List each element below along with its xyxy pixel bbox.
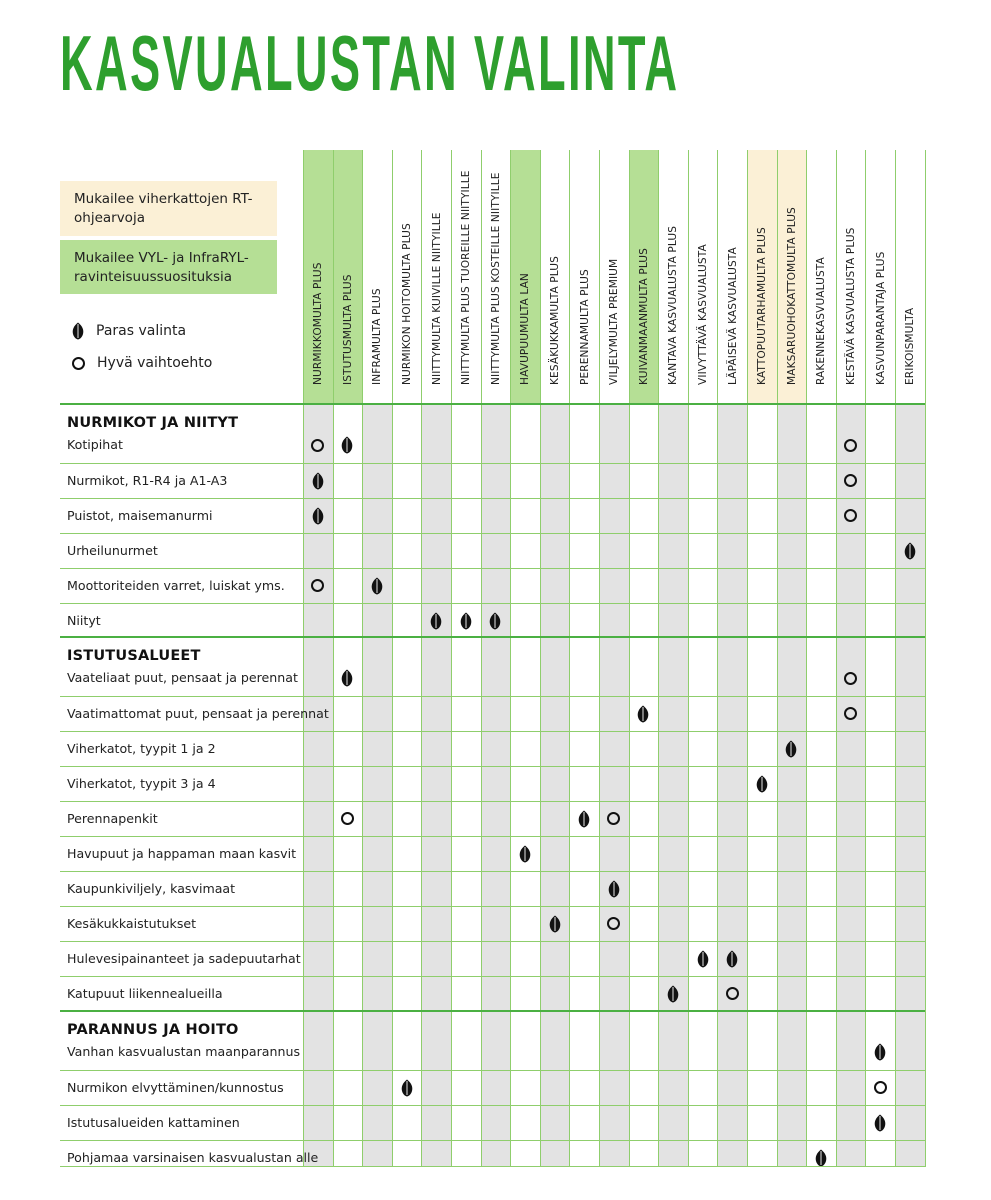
leaf-icon: [392, 1078, 422, 1098]
column-header: [393, 150, 422, 403]
column-header-label: KESTÄVÄ KASVUALUSTA PLUS: [845, 227, 858, 385]
leaf-icon: [72, 322, 84, 340]
row-label: Kaupunkiviljely, kasvimaat: [67, 880, 236, 896]
column-header-label: INFRAMULTA PLUS: [371, 288, 384, 385]
section-divider: [60, 403, 926, 405]
column-header-label: NIITTYMULTA PLUS KOSTEILLE NIITYILLE: [489, 172, 502, 385]
row-divider: [60, 568, 926, 569]
table-bottom-border: [60, 1166, 926, 1167]
row-divider: [60, 906, 926, 907]
circle-icon: [599, 914, 629, 934]
leaf-icon: [362, 576, 392, 596]
circle-icon: [836, 506, 866, 526]
column-header-label: RAKENNEKASVUALUSTA: [815, 257, 828, 385]
column-header: [511, 150, 540, 403]
column-header-label: KASVUNPARANTAJA PLUS: [874, 251, 887, 385]
leaf-icon: [747, 774, 777, 794]
row-divider: [60, 836, 926, 837]
row-label: Urheilunurmet: [67, 542, 158, 558]
leaf-icon: [865, 1042, 895, 1062]
product-column: [481, 150, 511, 1167]
circle-icon: [865, 1078, 895, 1098]
product-column: [421, 150, 451, 1167]
leaf-icon: [717, 949, 747, 969]
row-divider: [60, 731, 926, 732]
product-column: [688, 150, 718, 1167]
column-header: [748, 150, 777, 403]
column-header-label: KESÄKUKKAMULTA PLUS: [549, 256, 562, 385]
row-divider: [60, 603, 926, 604]
leaf-icon: [333, 435, 363, 455]
product-column: [569, 150, 599, 1167]
column-header: [718, 150, 747, 403]
column-header: [570, 150, 599, 403]
column-header-label: KANTAVA KASVUALUSTA PLUS: [667, 225, 680, 385]
leaf-icon: [451, 611, 481, 631]
row-divider: [60, 498, 926, 499]
leaf-icon: [895, 541, 925, 561]
circle-icon: [836, 471, 866, 491]
circle-icon: [836, 435, 866, 455]
circle-icon: [599, 809, 629, 829]
section-title: PARANNUS JA HOITO: [67, 1022, 239, 1038]
product-column: [629, 150, 659, 1167]
leaf-icon: [688, 949, 718, 969]
row-label: Kesäkukkaistutukset: [67, 915, 197, 931]
legend-rt-guidelines: Mukailee viherkattojen RT-ohjearvoja: [60, 181, 277, 236]
row-divider: [60, 766, 926, 767]
column-header-label: HAVUPUUMULTA LAN: [519, 273, 532, 385]
column-header-label: NIITTYMULTA PLUS TUOREILLE NIITYILLE: [460, 170, 473, 385]
page-title: KASVUALUSTAN VALINTA: [60, 19, 680, 107]
row-label: Katupuut liikennealueilla: [67, 985, 223, 1001]
legend-best: [72, 322, 186, 340]
section-divider: [60, 1010, 926, 1012]
row-label: Nurmikon elvyttäminen/kunnostus: [67, 1079, 284, 1095]
column-header: [541, 150, 570, 403]
column-header: [659, 150, 688, 403]
row-label: Hulevesipainanteet ja sadepuutarhat: [67, 950, 301, 966]
row-label: Vanhan kasvualustan maanparannus: [67, 1044, 301, 1059]
row-label: Perennapenkit: [67, 810, 158, 826]
row-divider: [60, 871, 926, 872]
column-header: [600, 150, 629, 403]
column-header: [422, 150, 451, 403]
product-column: [451, 150, 481, 1167]
leaf-icon: [865, 1113, 895, 1133]
column-header: [896, 150, 925, 403]
legend-vyl-guidelines: Mukailee VYL- ja InfraRYL-ravinteisuussuosituksia: [60, 240, 277, 294]
product-column: [806, 150, 836, 1167]
column-header: [363, 150, 392, 403]
column-header: [334, 150, 363, 403]
row-label: Kotipihat: [67, 437, 123, 452]
column-header-label: ERIKOISMULTA: [904, 307, 917, 385]
circle-icon: [72, 357, 85, 370]
column-header: [866, 150, 895, 403]
section-title: ISTUTUSALUEET: [67, 648, 201, 664]
circle-icon: [333, 809, 363, 829]
row-label: Istutusalueiden kattaminen: [67, 1114, 240, 1130]
product-column: [510, 150, 540, 1167]
product-column: [865, 150, 895, 1167]
column-header-label: KUIVANMAANMULTA PLUS: [637, 248, 650, 385]
product-column: [777, 150, 807, 1167]
product-column: [747, 150, 777, 1167]
product-column: [599, 150, 629, 1167]
row-label: Vaateliaat puut, pensaat ja perennat: [67, 670, 298, 685]
row-divider: [60, 696, 926, 697]
circle-icon: [836, 668, 866, 688]
leaf-icon: [421, 611, 451, 631]
column-header-label: NURMIKON HOITOMULTA PLUS: [401, 223, 414, 385]
column-header: [778, 150, 807, 403]
row-divider: [60, 463, 926, 464]
column-header-label: NURMIKKOMULTA PLUS: [312, 262, 325, 385]
legend-good: [72, 355, 212, 371]
product-column: [333, 150, 363, 1167]
leaf-icon: [303, 506, 333, 526]
leaf-icon: [481, 611, 511, 631]
row-label: Viherkatot, tyypit 3 ja 4: [67, 775, 216, 791]
product-column: [362, 150, 392, 1167]
row-divider: [60, 1105, 926, 1106]
product-column: [392, 150, 422, 1167]
column-header: [807, 150, 836, 403]
row-label: Moottoriteiden varret, luiskat yms.: [67, 577, 285, 593]
row-label: Vaatimattomat puut, pensaat ja perennat: [67, 705, 329, 721]
section-title: NURMIKOT JA NIITYT: [67, 415, 239, 431]
column-header: [482, 150, 511, 403]
leaf-icon: [599, 879, 629, 899]
legend-best-label: Paras valinta: [96, 323, 187, 339]
row-label: Havupuut ja happaman maan kasvit: [67, 845, 297, 861]
table-right-edge: [925, 150, 926, 1167]
column-header: [689, 150, 718, 403]
product-column: [717, 150, 747, 1167]
column-header-label: MAKSARUOHOKATTOMULTA PLUS: [785, 207, 798, 385]
column-header-label: ISTUTUSMULTA PLUS: [341, 274, 354, 385]
column-header: [837, 150, 866, 403]
legend-good-label: Hyvä vaihtoehto: [97, 355, 213, 371]
section-divider: [60, 636, 926, 638]
circle-icon: [303, 576, 333, 596]
circle-icon: [836, 704, 866, 724]
row-label: Niityt: [67, 612, 101, 628]
leaf-icon: [806, 1148, 836, 1168]
column-header-label: VILJELYMULTA PREMIUM: [608, 258, 621, 385]
product-column: [658, 150, 688, 1167]
column-header: [304, 150, 333, 403]
circle-icon: [303, 435, 333, 455]
leaf-icon: [777, 739, 807, 759]
column-header-label: KATTOPUUTARHAMULTA PLUS: [756, 227, 769, 385]
row-label: Puistot, maisemanurmi: [67, 507, 213, 523]
row-label: Pohjamaa varsinaisen kasvualustan alle: [67, 1149, 319, 1165]
column-header: [452, 150, 481, 403]
leaf-icon: [540, 914, 570, 934]
leaf-icon: [333, 668, 363, 688]
row-divider: [60, 1070, 926, 1071]
row-divider: [60, 1140, 926, 1141]
row-label: Nurmikot, R1-R4 ja A1-A3: [67, 472, 228, 488]
product-column: [836, 150, 866, 1167]
row-divider: [60, 801, 926, 802]
row-divider: [60, 976, 926, 977]
leaf-icon: [303, 471, 333, 491]
leaf-icon: [510, 844, 540, 864]
leaf-icon: [569, 809, 599, 829]
column-header-label: PERENNAMULTA PLUS: [578, 269, 591, 385]
column-header-label: VIIVYTTÄVÄ KASVUALUSTA: [697, 244, 710, 385]
circle-icon: [717, 984, 747, 1004]
column-header-label: LÄPÄISEVÄ KASVUALUSTA: [726, 247, 739, 385]
product-column: [895, 150, 925, 1167]
leaf-icon: [629, 704, 659, 724]
leaf-icon: [658, 984, 688, 1004]
product-column: [303, 150, 333, 1167]
column-header: [630, 150, 659, 403]
product-column: [540, 150, 570, 1167]
row-divider: [60, 533, 926, 534]
column-header-label: NIITTYMULTA KUIVILLE NIITYILLE: [430, 212, 443, 385]
row-divider: [60, 941, 926, 942]
row-label: Viherkatot, tyypit 1 ja 2: [67, 740, 216, 756]
